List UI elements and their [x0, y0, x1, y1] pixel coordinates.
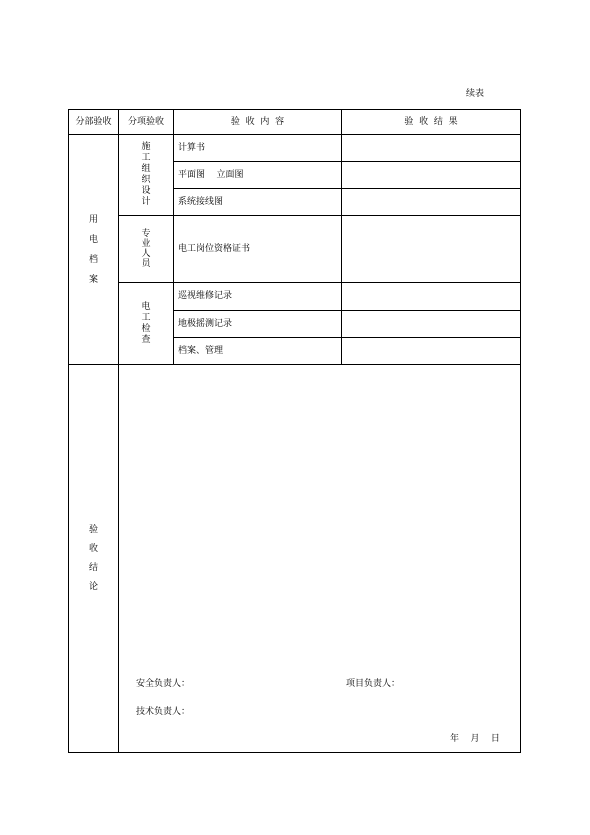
group-label-3: 电工检查: [141, 301, 151, 345]
conclusion-label: 验收结论: [88, 524, 98, 592]
date-label: 年 月 日: [450, 734, 500, 744]
result-cell[interactable]: [342, 135, 520, 161]
content-item-text: 电工岗位资格证书: [178, 243, 251, 254]
content-item-text: 档案、管理: [178, 345, 224, 356]
content-item: [174, 283, 341, 310]
content-item: [174, 135, 341, 161]
content-item-text: 巡视维修记录: [178, 291, 233, 301]
header-subitem: 分项验收: [127, 116, 164, 127]
header-result: 验 收 结 果: [404, 116, 458, 127]
content-item: [174, 162, 341, 188]
conclusion-label-cell: [69, 365, 118, 752]
content-item-text: 计算书: [178, 142, 206, 153]
content-item: [174, 338, 341, 364]
content-item-text: 系统接线图: [178, 196, 224, 207]
content-item: [174, 189, 341, 215]
content-item-text: 地极摇测记录: [178, 318, 233, 329]
continued-label: 续表: [466, 89, 485, 99]
content-item: [174, 311, 341, 337]
group-cell-3: [119, 283, 173, 364]
group-cell-1: [119, 135, 173, 215]
conclusion-area[interactable]: [119, 365, 520, 752]
result-cell[interactable]: [342, 189, 520, 215]
result-cell[interactable]: [342, 311, 520, 337]
header-division: 分部验收: [75, 116, 112, 127]
safety-person-label: 安全负责人：: [136, 679, 191, 689]
project-person-label: 项目负责人：: [346, 679, 401, 689]
group-label-2: 专业人员: [141, 229, 151, 269]
result-cell[interactable]: [342, 283, 520, 310]
content-item-text: 平面图 立面图: [178, 169, 244, 180]
result-cell[interactable]: [342, 162, 520, 188]
division-cell: [69, 135, 118, 364]
group-cell-2: [119, 216, 173, 282]
result-cell[interactable]: [342, 216, 520, 282]
tech-person-label: 技术负责人：: [136, 707, 191, 717]
group-label-1: 施工组织设计: [141, 142, 151, 207]
division-label: 用电档案: [88, 214, 98, 285]
content-item: [174, 216, 341, 282]
header-content: 验 收 内 容: [230, 116, 285, 127]
result-cell[interactable]: [342, 338, 520, 364]
